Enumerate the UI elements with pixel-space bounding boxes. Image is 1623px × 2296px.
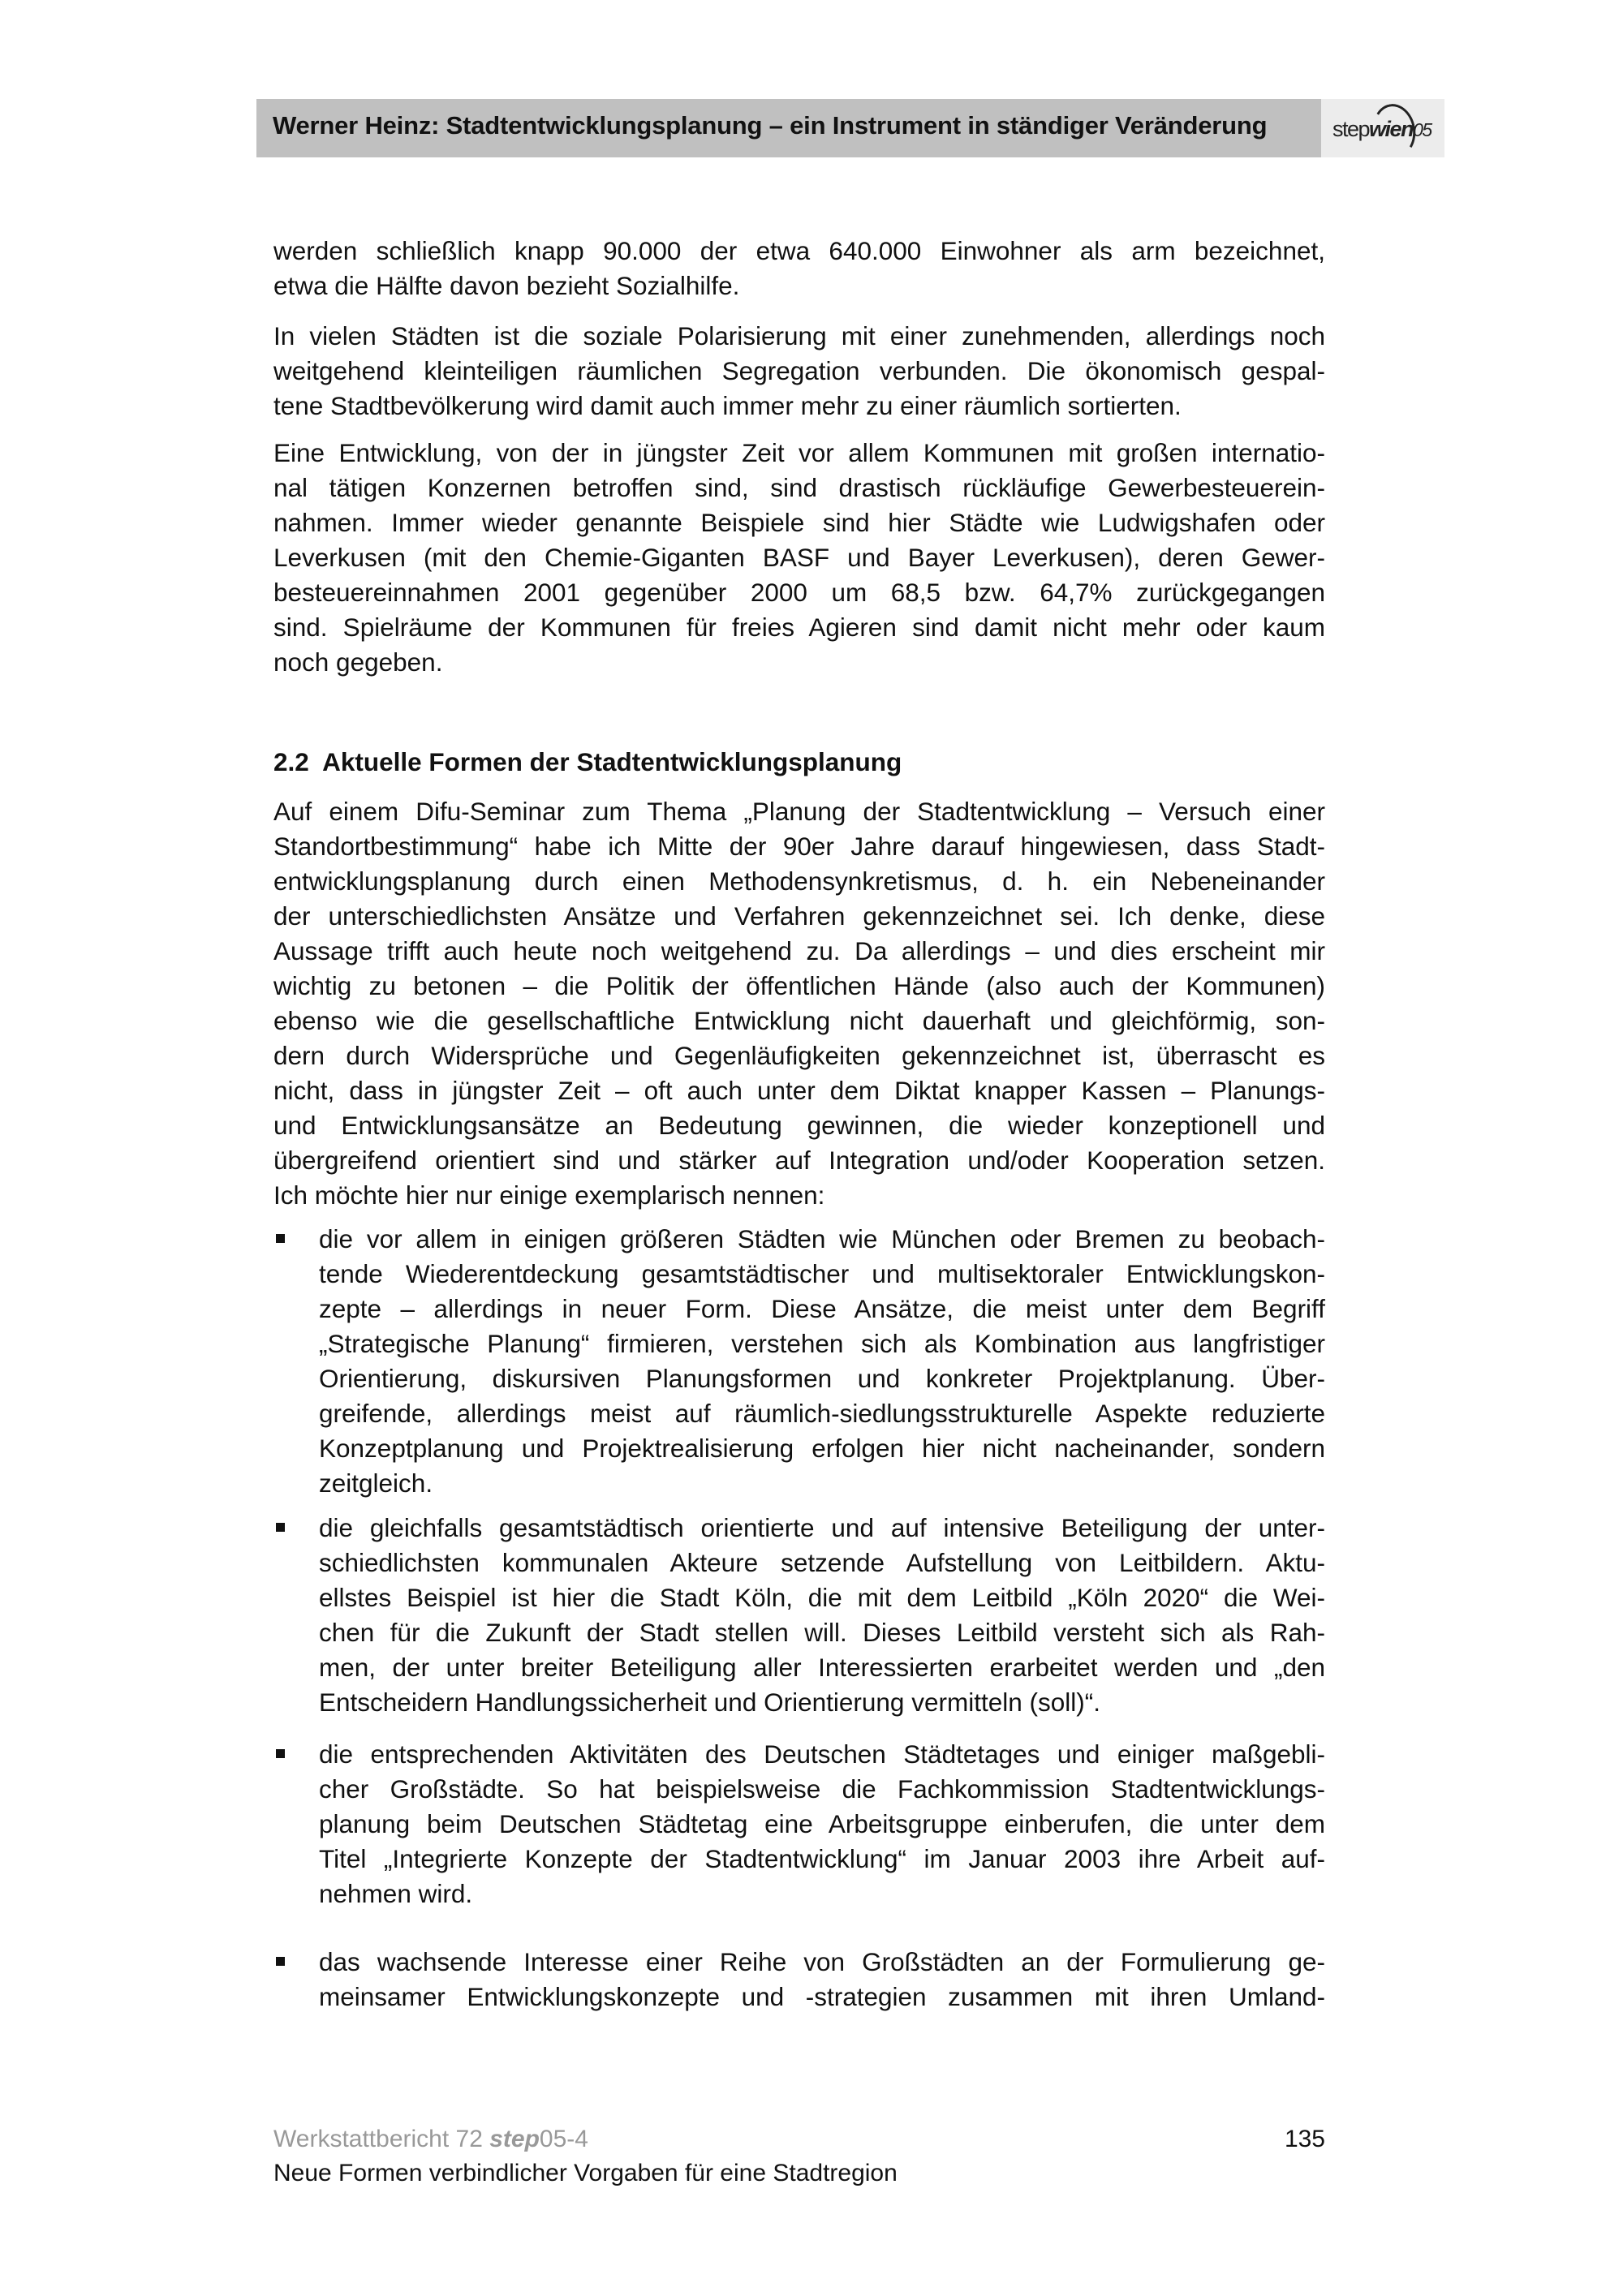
bullet-square-icon <box>276 1957 285 1966</box>
text-line: men, der unter breiter Beteiligung aller Interessierten erarbeitet werden und „den <box>319 1653 1325 1682</box>
text-line: cher Großstädte. So hat beispielsweise die Fachkommission Stadtentwicklungs- <box>319 1774 1325 1804</box>
section-heading: 2.2 Aktuelle Formen der Stadtentwicklungsplanung <box>273 747 902 776</box>
text-line: sind. Spielräume der Kommunen für freies Agieren sind damit nicht mehr oder kaum <box>273 613 1325 642</box>
logo-part3: 05 <box>1413 119 1431 140</box>
running-header <box>256 99 1321 157</box>
text-line: Aussage trifft auch heute noch weitgehend zu. Da allerdings – und dies erscheint mir <box>273 936 1325 965</box>
footer-subtitle: Neue Formen verbindlicher Vorgaben für eine Stadtregion <box>273 2160 898 2186</box>
text-line: tende Wiederentdeckung gesamtstädtischer und multisektoraler Entwicklungskon- <box>319 1259 1325 1288</box>
text-line: schiedlichsten kommunalen Akteure setzende Aufstellung von Leitbildern. Aktu- <box>319 1548 1325 1577</box>
bullet-square-icon <box>276 1523 285 1532</box>
text-line: die gleichfalls gesamtstädtisch orientierte und auf intensive Beteiligung der unter- <box>319 1513 1325 1542</box>
text-line: zeitgleich. <box>319 1468 433 1498</box>
text-line: übergreifend orientiert sind und stärker auf Integration und/oder Kooperation setzen. <box>273 1146 1325 1175</box>
text-line: das wachsende Interesse einer Reihe von Großstädten an der Formulierung ge- <box>319 1947 1325 1976</box>
text-line: Orientierung, diskursiven Planungsformen und konkreter Projektplanung. Über- <box>319 1364 1325 1393</box>
text-line: tene Stadtbevölkerung wird damit auch immer mehr zu einer räumlich sortierten. <box>273 391 1182 420</box>
text-line: werden schließlich knapp 90.000 der etwa 640.000 Einwohner als arm bezeichnet, <box>273 236 1325 265</box>
paragraph-1 <box>273 234 1325 303</box>
text-line: nicht, dass in jüngster Zeit – oft auch unter dem Diktat knapper Kassen – Planungs- <box>273 1076 1325 1105</box>
bullet-item <box>273 1737 1325 1911</box>
text-line: wichtig zu betonen – die Politik der öffentlichen Hände (also auch der Kommunen) <box>273 971 1325 1000</box>
bullet-square-icon <box>276 1234 285 1243</box>
bullet-item <box>273 1511 1325 1720</box>
text-line: Ich möchte hier nur einige exemplarisch nennen: <box>273 1180 825 1210</box>
text-line: weitgehend kleinteiligen räumlichen Segregation verbunden. Die ökonomisch gespal- <box>273 356 1325 385</box>
text-line: dern durch Widersprüche und Gegenläufigkeiten gekennzeichnet ist, überrascht es <box>273 1041 1325 1070</box>
logo-part2: wien <box>1369 117 1414 141</box>
paragraph-2 <box>273 319 1325 424</box>
text-line: chen für die Zukunft der Stadt stellen will. Dieses Leitbild versteht sich als Rah- <box>319 1618 1325 1647</box>
footer-series-step: step <box>489 2126 540 2152</box>
section-intro <box>273 794 1325 1213</box>
header-title: Werner Heinz: Stadtentwicklungsplanung – ein Instrument in ständiger Veränderung <box>273 111 1268 140</box>
text-line: Standortbestimmung“ habe ich Mitte der 90er Jahre darauf hingewiesen, dass Stadt- <box>273 832 1325 861</box>
text-line: greifende, allerdings meist auf räumlich-siedlungsstrukturelle Aspekte reduzierte <box>319 1399 1325 1428</box>
paragraph-3 <box>273 436 1325 680</box>
bullet-square-icon <box>276 1749 285 1758</box>
footer-series <box>273 2126 588 2153</box>
text-line: zepte – allerdings in neuer Form. Diese Ansätze, die meist unter dem Begriff <box>319 1294 1325 1323</box>
text-line: meinsamer Entwicklungskonzepte und -strategien zusammen mit ihren Umland- <box>319 1982 1325 2011</box>
text-line: Entscheidern Handlungssicherheit und Orientierung vermitteln (soll)“. <box>319 1688 1100 1717</box>
page-number: 135 <box>1284 2126 1325 2152</box>
text-line: etwa die Hälfte davon bezieht Sozialhilfe. <box>273 271 740 300</box>
text-line: planung beim Deutschen Städtetag eine Arbeitsgruppe einberufen, die unter dem <box>319 1809 1325 1838</box>
text-line: nehmen wird. <box>319 1879 473 1908</box>
text-line: die entsprechenden Aktivitäten des Deutschen Städtetages und einiger maßgebli- <box>319 1739 1325 1769</box>
text-line: Titel „Integrierte Konzepte der Stadtentwicklung“ im Januar 2003 ihre Arbeit auf- <box>319 1844 1325 1873</box>
text-line: nal tätigen Konzernen betroffen sind, sind drastisch rückläufige Gewerbesteuerein- <box>273 473 1325 502</box>
text-line: „Strategische Planung“ firmieren, verstehen sich als Kombination aus langfristiger <box>319 1329 1325 1358</box>
footer-series-label: Werkstattbericht 72 <box>273 2126 490 2152</box>
text-line: ellstes Beispiel ist hier die Stadt Köln, die mit dem Leitbild „Köln 2020“ die Wei- <box>319 1583 1325 1612</box>
text-line: Leverkusen (mit den Chemie-Giganten BASF und Bayer Leverkusen), deren Gewer- <box>273 543 1325 572</box>
text-line: In vielen Städten ist die soziale Polarisierung mit einer zunehmenden, allerdings noch <box>273 321 1325 350</box>
text-line: Auf einem Difu-Seminar zum Thema „Planung der Stadtentwicklung – Versuch einer <box>273 797 1325 826</box>
text-line: der unterschiedlichsten Ansätze und Verfahren gekennzeichnet sei. Ich denke, diese <box>273 901 1325 931</box>
step-wien-logo <box>1321 99 1444 157</box>
text-line: noch gegeben. <box>273 647 443 677</box>
text-line: ebenso wie die gesellschaftliche Entwicklung nicht dauerhaft und gleichförmig, son- <box>273 1006 1325 1035</box>
bullet-item <box>273 1945 1325 2014</box>
text-line: Konzeptplanung und Projektrealisierung erfolgen hier nicht nacheinander, sondern <box>319 1434 1325 1463</box>
bullet-item <box>273 1222 1325 1501</box>
text-line: entwicklungsplanung durch einen Methodensynkretismus, d. h. ein Nebeneinander <box>273 866 1325 896</box>
logo-part1: step <box>1332 117 1370 141</box>
text-line: nahmen. Immer wieder genannte Beispiele sind hier Städte wie Ludwigshafen oder <box>273 508 1325 537</box>
text-line: besteuereinnahmen 2001 gegenüber 2000 um 68,5 bzw. 64,7% zurückgegangen <box>273 578 1325 607</box>
text-line: die vor allem in einigen größeren Städten wie München oder Bremen zu beobach- <box>319 1224 1325 1253</box>
footer-series-number: 05-4 <box>539 2126 588 2152</box>
text-line: Eine Entwicklung, von der in jüngster Zeit vor allem Kommunen mit großen internatio- <box>273 438 1325 467</box>
text-line: und Entwicklungsansätze an Bedeutung gewinnen, die wieder konzeptionell und <box>273 1111 1325 1140</box>
